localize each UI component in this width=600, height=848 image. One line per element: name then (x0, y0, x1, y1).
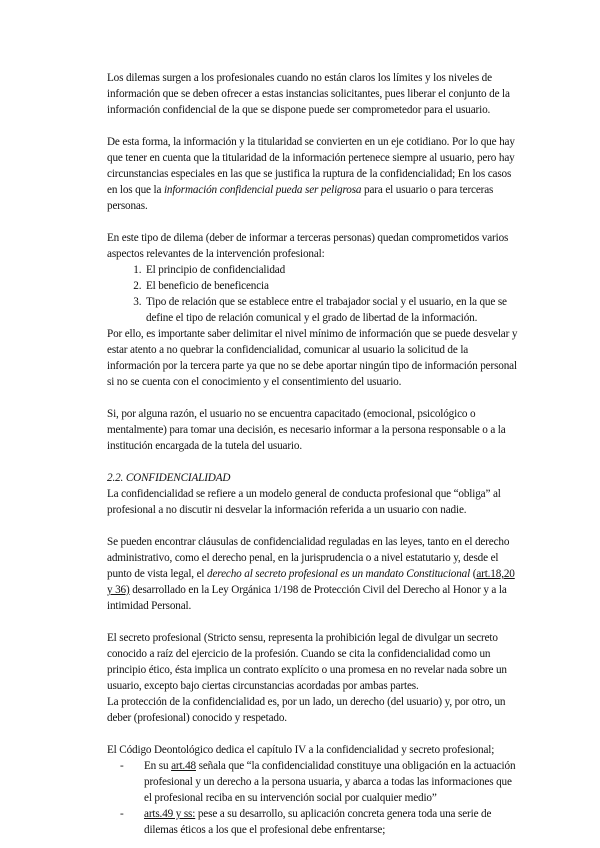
paragraph-clausulas (107, 534, 519, 614)
paragraph-dilemas: Los dilemas surgen a los profesionales cuando no están claros los límites y los niveles de información que se deben ofrecer a estas instancias solicitantes, pues liberar el conjunto de la información confidencial de la que se dispone puede ser comprometedor para el usuario. (107, 72, 510, 116)
paragraph-text: De esta forma, la información y la titularidad se convierten en un eje cotidiano. Por lo que hay que tener en cuenta que la titularidad de la información pertenece siempre al usuario, pero hay circunstancias especiales en las que se justifica la ruptura de la confidencialidad; En los casos en los que la (107, 136, 515, 196)
list-text: señala que “la confidencialidad constituye una obligación en la actuación profesional y un derecho a la persona usuaria, y abarca a todas las informaciones que el profesional reciba en su intervención social por cualquier medio” (144, 760, 516, 804)
list-item (144, 758, 519, 806)
paragraph-capacitado: Si, por alguna razón, el usuario no se encuentra capacitado (emocional, psicológico o mentalmente) para tomar una decisión, es necesario informar a la persona responsable o a la institución encargada de la tutela del usuario. (107, 408, 506, 452)
italic-emphasis: información confidencial pueda ser peligrosa (163, 184, 362, 196)
article-reference-link[interactable]: arts.49 y ss: (144, 808, 196, 820)
paragraph-titularidad (107, 134, 519, 214)
list-item: 1. El principio de confidencialidad (144, 262, 519, 278)
list-text: pese a su desarrollo, su aplicación concreta genera toda una serie de dilemas éticos a los que el profesional debe enfrentarse; (144, 808, 492, 836)
paragraph-proteccion: La protección de la confidencialidad es, por un lado, un derecho (del usuario) y, por otro, un deber (profesional) conocido y respetado. (107, 696, 506, 724)
paragraph-text: para el usuario o para terceras personas. (107, 184, 494, 212)
italic-emphasis: derecho al secreto profesional es un mandato Constitucional (207, 568, 471, 580)
document-page (107, 70, 519, 838)
section-heading: 2.2. CONFIDENCIALIDAD (107, 472, 231, 484)
paragraph-text: desarrollado en la Ley Orgánica 1/198 de Protección Civil del Derecho al Honor y a la intimidad Personal. (107, 584, 507, 612)
list-item (144, 806, 519, 838)
paragraph-text: Se pueden encontrar cláusulas de confidencialidad reguladas en las leyes, tanto en el derecho administrativo, como el derecho penal, en la jurisprudencia o a nivel estatutario y, desde el punto de vista legal, el (107, 536, 510, 580)
list-text: En su (144, 760, 172, 772)
numbered-list (107, 262, 519, 326)
paragraph-text: ( (470, 568, 477, 580)
paragraph-confidencialidad: La confidencialidad se refiere a un modelo general de conducta profesional que “obliga” al profesional a no discutir ni desvelar la información referida a un usuario con nadie. (107, 488, 501, 516)
paragraph-por-ello: Por ello, es importante saber delimitar el nivel mínimo de información que se puede desvelar y estar atento a no quebrar la confidencialidad, comunicar al usuario la solicitud de la información por la tercera parte ya que no se debe aportar ningún tipo de información personal si no se cuenta con el conocimiento y el consentimiento del usuario. (107, 328, 518, 388)
list-item: 2. El beneficio de beneficencia (144, 278, 519, 294)
article-reference-link[interactable]: art.18,20 y 36) (107, 568, 515, 596)
dash-list (107, 758, 519, 838)
article-reference-link[interactable]: art.48 (171, 760, 196, 772)
list-item: 3. Tipo de relación que se establece entre el trabajador social y el usuario, en la que se define el tipo de relación comunical y el grado de libertad de la información. (144, 294, 519, 326)
paragraph-tipo-dilema: En este tipo de dilema (deber de informar a terceras personas) quedan comprometidos varios aspectos relevantes de la intervención profesional: (107, 232, 509, 260)
paragraph-secreto-profesional: El secreto profesional (Stricto sensu, representa la prohibición legal de divulgar un secreto conocido a raíz del ejercicio de la profesión. Cuando se cita la confidencialidad como un principio ético, ésta implica un contrato explícito o una promesa en no revelar nada sobre un usuario, excepto bajo ciertas circunstancias acordadas por ambas partes. (107, 632, 507, 692)
paragraph-codigo: El Código Deontológico dedica el capítulo IV a la confidencialidad y secreto profesional; (107, 744, 495, 756)
